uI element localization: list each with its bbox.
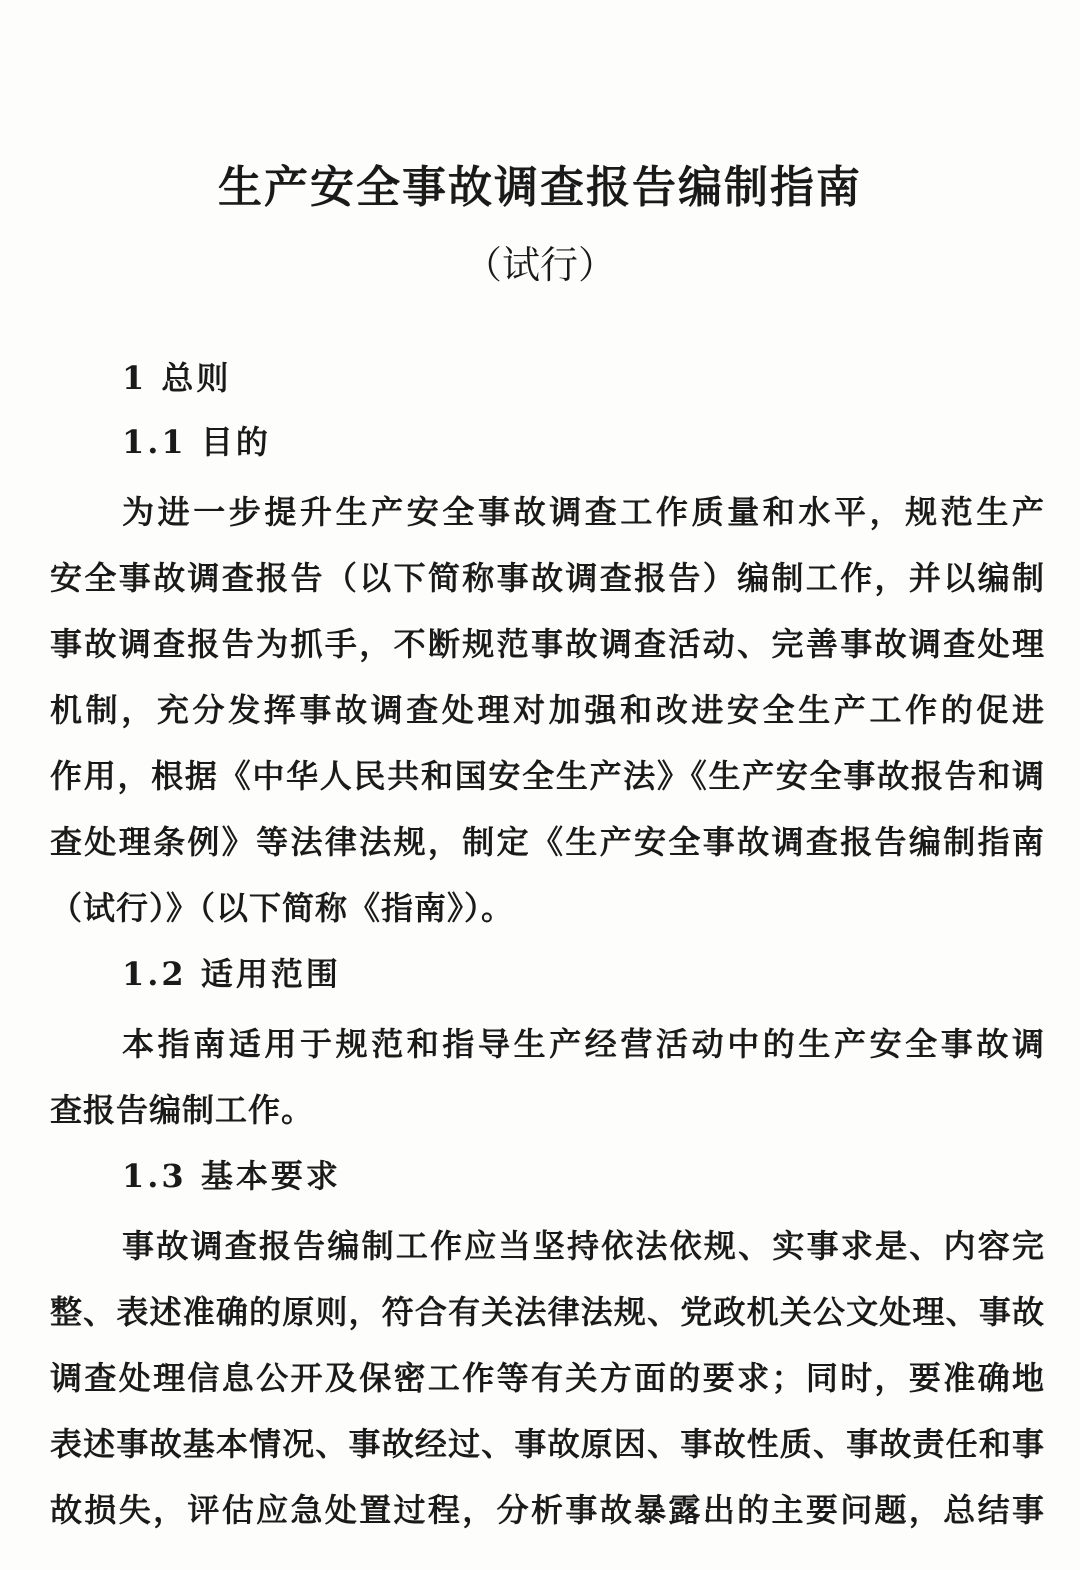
section-heading-1: 1 总则 bbox=[122, 359, 232, 397]
paragraph-line: 为进一步提升生产安全事故调查工作质量和水平，规范生产 bbox=[122, 493, 1045, 531]
document-title: 生产安全事故调查报告编制指南 bbox=[218, 162, 862, 213]
paragraph-line: 机制，充分发挥事故调查处理对加强和改进安全生产工作的促进 bbox=[50, 691, 1045, 729]
paragraph-line: 查处理条例》等法律法规，制定《生产安全事故调查报告编制指南 bbox=[50, 823, 1045, 861]
section-heading-1-1: 1.1 目的 bbox=[122, 423, 271, 461]
paragraph-line: 整、表述准确的原则，符合有关法律法规、党政机关公文处理、事故 bbox=[50, 1293, 1045, 1331]
section-heading-1-2: 1.2 适用范围 bbox=[122, 955, 341, 993]
section-heading-1-3: 1.3 基本要求 bbox=[122, 1157, 341, 1195]
paragraph-line: 查报告编制工作。 bbox=[50, 1091, 315, 1129]
paragraph-line: （试行）》（以下简称《指南》）。 bbox=[50, 889, 515, 927]
document-subtitle: （试行） bbox=[463, 243, 616, 287]
paragraph-line: 安全事故调查报告（以下简称事故调查报告）编制工作，并以编制 bbox=[50, 559, 1045, 597]
paragraph-line: 事故调查报告编制工作应当坚持依法依规、实事求是、内容完 bbox=[122, 1227, 1045, 1265]
paragraph-line: 作用，根据《中华人民共和国安全生产法》《生产安全事故报告和调 bbox=[50, 757, 1045, 795]
paragraph-line: 调查处理信息公开及保密工作等有关方面的要求；同时，要准确地 bbox=[50, 1359, 1045, 1397]
paragraph-line: 本指南适用于规范和指导生产经营活动中的生产安全事故调 bbox=[122, 1025, 1045, 1063]
paragraph-line: 事故调查报告为抓手，不断规范事故调查活动、完善事故调查处理 bbox=[50, 625, 1045, 663]
paragraph-line: 表述事故基本情况、事故经过、事故原因、事故性质、事故责任和事 bbox=[50, 1425, 1045, 1463]
paragraph-line: 故损失，评估应急处置过程，分析事故暴露出的主要问题，总结事 bbox=[50, 1491, 1045, 1529]
